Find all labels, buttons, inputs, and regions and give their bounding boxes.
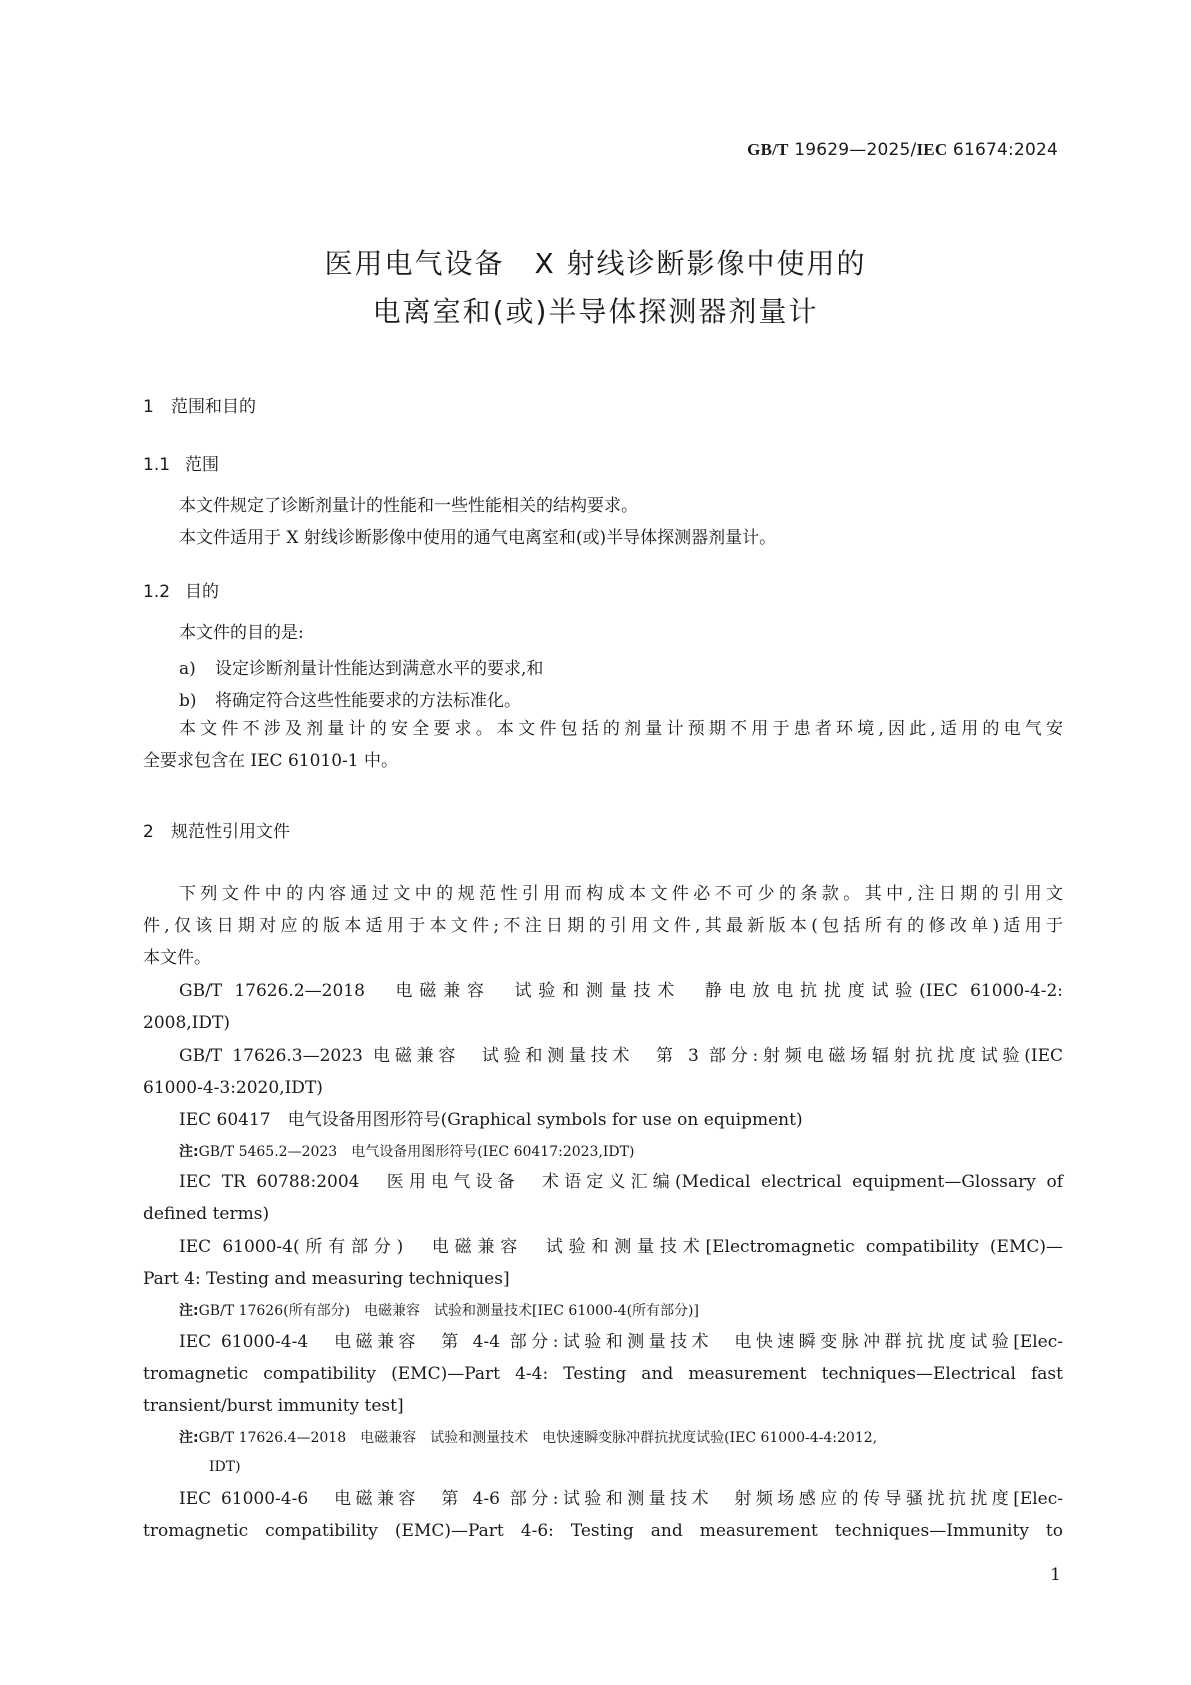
iec-number: 61674:2024 [952, 140, 1058, 160]
reference-item: IEC 61000-4-4 电磁兼容 第 4-4 部分:试验和测量技术 电快速瞬变脉冲群抗扰度试验[Elec- [179, 1332, 1063, 1352]
list-item [179, 654, 543, 679]
reference-item: IEC 61000-4(所有部分) 电磁兼容 试验和测量技术[Electromagnetic compatibility (EMC)— [179, 1237, 1063, 1257]
std-prefix: GB/T [747, 140, 789, 159]
reference-item: IEC TR 60788:2004 医用电气设备 术语定义汇编(Medical electrical equipment—Glossary of [179, 1172, 1063, 1192]
list-marker: a) [179, 659, 196, 679]
note-label: 注: [179, 1303, 199, 1319]
list-text: 设定诊断剂量计性能达到满意水平的要求,和 [215, 659, 544, 679]
section-2-heading [143, 817, 290, 842]
document-title-line-1: 医用电气设备 X 射线诊断影像中使用的 [324, 247, 867, 280]
section-title: 规范性引用文件 [171, 822, 290, 842]
section-1-1-heading [143, 450, 219, 475]
paragraph: 本文件不涉及剂量计的安全要求。本文件包括的剂量计预期不用于患者环境,因此,适用的电气安 [179, 719, 1063, 739]
list-item [179, 686, 521, 711]
section-title: 范围 [185, 455, 219, 475]
reference-item: GB/T 17626.2—2018 电磁兼容 试验和测量技术 静电放电抗扰度试验(IEC 61000-4-2: [179, 981, 1063, 1001]
document-title-line-2: 电离室和(或)半导体探测器剂量计 [372, 295, 819, 328]
note [179, 1297, 1064, 1326]
note-text-cont: IDT) [209, 1459, 241, 1475]
section-number: 1.1 [143, 455, 171, 475]
paragraph: 本文件。 [143, 948, 211, 968]
note-label: 注: [179, 1430, 199, 1446]
reference-item: GB/T 17626.3—2023 电磁兼容 试验和测量技术 第 3 部分:射频电磁场辐射抗扰度试验(IEC [179, 1046, 1063, 1066]
section-1-2-heading [143, 577, 219, 602]
reference-item-cont: tromagnetic compatibility (EMC)—Part 4-6: Testing and measurement techniques—Immunity to [143, 1521, 1063, 1541]
reference-item: IEC 61000-4-6 电磁兼容 第 4-6 部分:试验和测量技术 射频场感应的传导骚扰抗扰度[Elec- [179, 1489, 1063, 1509]
section-number: 1 [143, 397, 154, 417]
reference-item-cont: 2008,IDT) [143, 1013, 230, 1033]
reference-item-cont: tromagnetic compatibility (EMC)—Part 4-4: Testing and measurement techniques—Electrical fast [143, 1364, 1063, 1384]
paragraph: 本文件的目的是: [179, 623, 304, 643]
paragraph: 本文件适用于 X 射线诊断影像中使用的通气电离室和(或)半导体探测器剂量计。 [179, 528, 777, 548]
note-text: GB/T 5465.2—2023 电气设备用图形符号(IEC 60417:2023,IDT) [198, 1144, 635, 1160]
paragraph: 下列文件中的内容通过文中的规范性引用而构成本文件必不可少的条款。其中,注日期的引用文 [179, 884, 1063, 904]
list-text: 将确定符合这些性能要求的方法标准化。 [215, 691, 521, 711]
section-title: 范围和目的 [171, 397, 256, 417]
reference-item-cont: defined terms) [143, 1204, 270, 1224]
list-marker: b) [179, 691, 197, 711]
section-number: 1.2 [143, 582, 171, 602]
section-1-heading [143, 392, 256, 417]
paragraph: 全要求包含在 IEC 61010-1 中。 [143, 751, 398, 771]
reference-item-cont: Part 4: Testing and measuring techniques] [143, 1269, 510, 1289]
iec-prefix: IEC [916, 140, 948, 159]
reference-item-cont: transient/burst immunity test] [143, 1396, 404, 1416]
paragraph: 件,仅该日期对应的版本适用于本文件;不注日期的引用文件,其最新版本(包括所有的修改单)适用于 [143, 916, 1063, 936]
section-title: 目的 [185, 582, 219, 602]
std-number: 19629—2025/ [794, 140, 917, 160]
reference-item: IEC 60417 电气设备用图形符号(Graphical symbols for use on equipment) [179, 1110, 803, 1130]
page-number: 1 [1050, 1565, 1061, 1585]
reference-item-cont: 61000-4-3:2020,IDT) [143, 1078, 323, 1098]
section-number: 2 [143, 822, 154, 842]
paragraph: 本文件规定了诊断剂量计的性能和一些性能相关的结构要求。 [179, 496, 638, 516]
standard-code [747, 140, 1058, 160]
note-text: GB/T 17626(所有部分) 电磁兼容 试验和测量技术[IEC 61000-4(所有部分)] [198, 1303, 699, 1319]
note-label: 注: [179, 1144, 199, 1160]
note [179, 1138, 1064, 1167]
note-text: GB/T 17626.4—2018 电磁兼容 试验和测量技术 电快速瞬变脉冲群抗扰度试验(IEC 61000-4-4:2012, [198, 1430, 878, 1446]
note [179, 1424, 1064, 1482]
